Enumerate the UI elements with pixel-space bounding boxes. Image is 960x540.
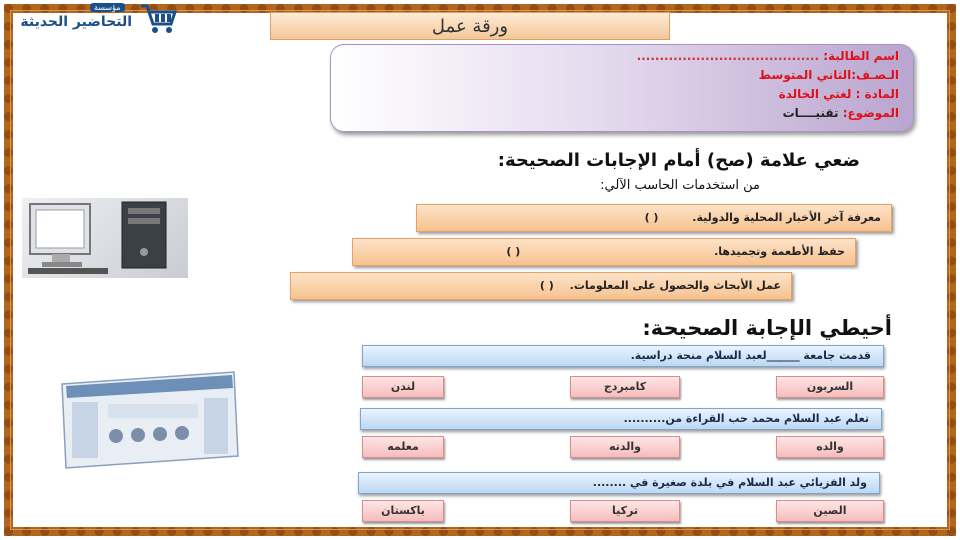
section2-heading: أحيطي الإجابة الصحيحة: [642,316,892,340]
answer-choice[interactable]: والده [776,436,884,458]
info-line-topic [331,104,899,123]
answer-paren[interactable]: ( ) [506,245,521,258]
info-line-subject [331,85,899,104]
question-box: تعلم عبد السلام محمد حب القراءة من.......... [360,408,882,430]
info-label: المادة : لغتي الخالدة [778,87,899,101]
section1-heading: ضعي علامة (صح) أمام الإجابات الصحيحة: [497,150,860,171]
answer-paren[interactable]: ( ) [539,279,554,292]
info-label: اسم الطالبة: [823,49,899,63]
answer-choice[interactable]: تركيا [570,500,680,522]
website-illustration [58,370,242,470]
answer-choice[interactable]: باكستان [362,500,444,522]
question-box: ولد الفزيائي عبد السلام في بلدة صغيرة في ........ [358,472,880,494]
logo-badge: مؤسسة [90,3,125,12]
info-label: الموضوع: [842,106,899,120]
answer-choice[interactable]: السربون [776,376,884,398]
logo-text: التحاضير الحديثة [20,14,132,30]
answer-choice[interactable]: معلمه [362,436,444,458]
option-text: عمل الأبحاث والحصول على المعلومات. [569,279,781,292]
option-text: معرفة آخر الأخبار المحلية والدولية. [692,211,881,224]
answer-choice[interactable]: لندن [362,376,444,398]
student-info-box [330,44,914,132]
option-box[interactable] [416,204,892,232]
section1-subheading: من استخدمات الحاسب الآلي: [600,178,760,193]
option-box[interactable] [290,272,792,300]
answer-choice[interactable]: كامبردج [570,376,680,398]
cart-icon [137,2,179,36]
answer-choice[interactable]: الصين [776,500,884,522]
brand-logo [2,0,178,40]
computer-illustration [22,198,188,278]
answer-choice[interactable]: والدته [570,436,680,458]
worksheet-title: ورقة عمل [270,12,670,40]
info-line-class [331,66,899,85]
info-line-name [331,47,899,66]
info-value: تقنيــــات [782,106,839,120]
answer-paren[interactable]: ( ) [644,211,659,224]
website-screenshot-image [58,370,242,470]
option-box[interactable] [352,238,856,266]
question-box: قدمت جامعة ______لعبد السلام منحة دراسية. [362,345,884,367]
name-blank: ........................................ [636,49,820,63]
computer-image [22,198,188,278]
option-text: حفظ الأطعمة وتجميدها. [714,245,845,258]
info-label: الـصـف:الثاني المتوسط [758,68,899,82]
